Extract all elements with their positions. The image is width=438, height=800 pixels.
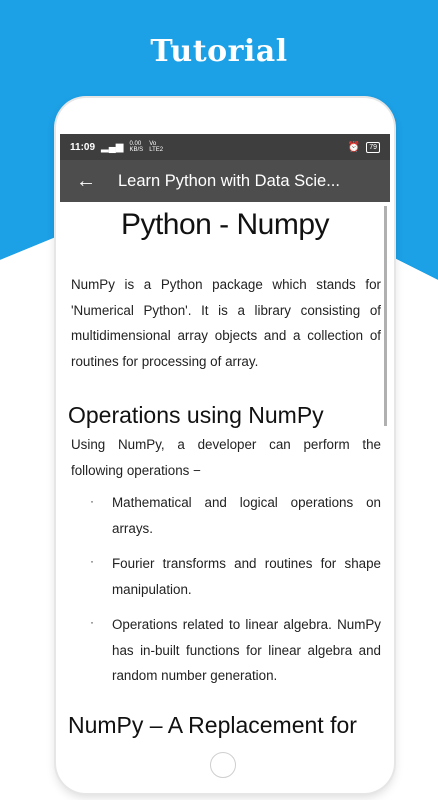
back-arrow-icon[interactable]: ← [76,169,96,192]
article-content[interactable] [60,202,390,747]
status-bar [60,134,390,160]
battery-icon: 79 [366,142,380,153]
scrollbar[interactable] [384,206,387,426]
bullet-marker: · [90,494,94,508]
list-item: Fourier transforms and routines for shape manipulation. [112,556,381,597]
intro-paragraph: NumPy is a Python package which stands for 'Numerical Python'. It is a library consisting of multidimensional array objects and a collection of routines for processing of array. [71,277,381,370]
status-time: 11:09 [70,141,96,153]
promo-title: Tutorial [150,34,288,69]
app-bar [60,160,390,202]
section-paragraph: Using NumPy, a developer can perform the following operations − [71,437,381,478]
section-heading-operations: Operations using NumPy [68,402,324,428]
app-bar-title: Learn Python with Data Scie... [118,171,340,190]
article-heading: Python - Numpy [120,208,330,241]
data-speed: 0.00 [129,141,142,147]
network-type: Vo [149,141,157,147]
alarm-icon: ⏰ [347,141,361,153]
section-heading-replacement: NumPy – A Replacement for [68,712,357,738]
bullet-marker: · [90,554,94,568]
phone-frame [56,98,394,793]
bullet-marker: · [90,615,94,629]
list-item: Operations related to linear algebra. NumPy has in-built functions for linear algebra and random number generation. [112,617,381,684]
signal-icon: ▂▄▆ [101,141,124,153]
data-speed-unit: KB/S [129,147,144,153]
list-item: Mathematical and logical operations on arrays. [112,495,381,536]
home-button[interactable] [210,752,236,778]
network-type-sub: LTE2 [149,147,164,153]
